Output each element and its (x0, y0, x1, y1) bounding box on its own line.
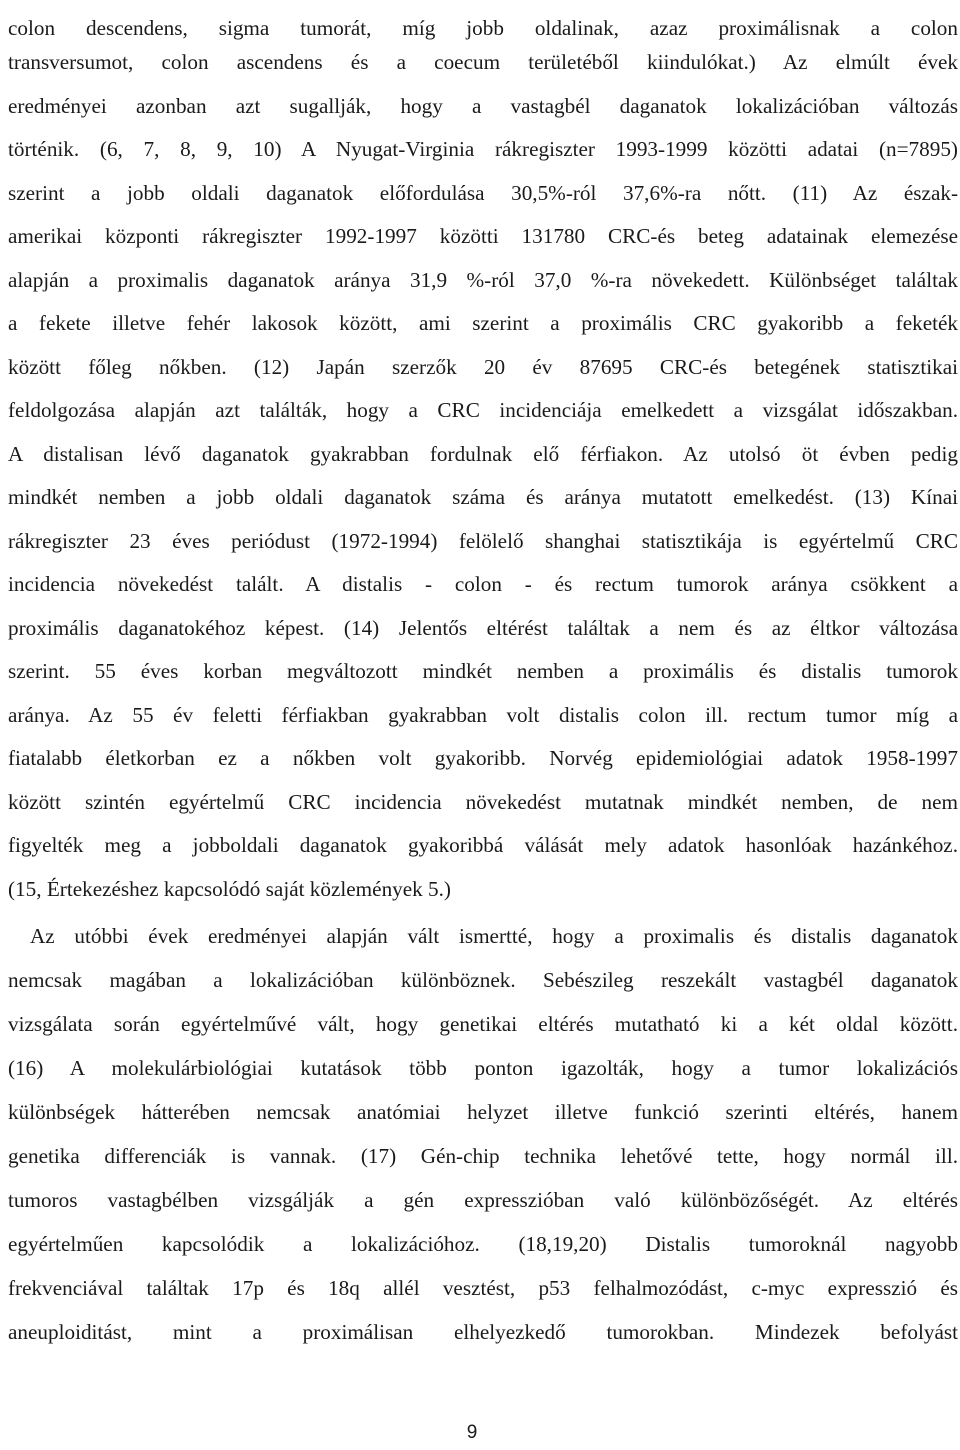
text-line: fiatalabb életkorban ez a nőkben volt gyakoribb. Norvég epidemiológiai adatok 1958-1997 (8, 746, 958, 770)
text-line: vizsgálata során egyértelművé vált, hogy genetikai eltérés mutatható ki a két oldal között. (8, 1012, 958, 1036)
text-line: között főleg nőkben. (12) Japán szerzők 20 év 87695 CRC-és betegének statisztikai (8, 355, 958, 379)
text-line: transversumot, colon ascendens és a coecum területéből kiindulókat.) Az elmúlt évek (8, 50, 958, 74)
text-line: aránya. Az 55 év feletti férfiakban gyakrabban volt distalis colon ill. rectum tumor míg a (8, 703, 958, 727)
text-line: Az utóbbi évek eredményei alapján vált ismertté, hogy a proximalis és distalis daganatok (30, 924, 958, 948)
document-page (8, 0, 958, 1450)
text-line: aneuploiditást, mint a proximálisan elhelyezkedő tumorokban. Mindezek befolyást (8, 1320, 958, 1344)
text-line: (15, Értekezéshez kapcsolódó saját közlemények 5.) (8, 877, 451, 901)
text-line: frekvenciával találtak 17p és 18q allél vesztést, p53 felhalmozódást, c-myc expresszió és (8, 1276, 958, 1300)
text-line: eredményei azonban azt sugallják, hogy a vastagbél daganatok lokalizációban változás (8, 94, 958, 118)
text-line: szerint a jobb oldali daganatok előfordulása 30,5%-ról 37,6%-ra nőtt. (11) Az észak- (8, 181, 958, 205)
text-line: amerikai központi rákregiszter 1992-1997 közötti 131780 CRC-és beteg adatainak elemezése (8, 224, 958, 248)
text-line: rákregiszter 23 éves periódust (1972-1994) felölelő shanghai statisztikája is egyértelmű CRC (8, 529, 958, 553)
text-line: között szintén egyértelmű CRC incidencia növekedést mutatnak mindkét nemben, de nem (8, 790, 958, 814)
text-line: tumoros vastagbélben vizsgálják a gén expresszióban való különbözőségét. Az eltérés (8, 1188, 958, 1212)
text-line: alapján a proximalis daganatok aránya 31,9 %-ról 37,0 %-ra növekedett. Különbséget találtak (8, 268, 958, 292)
text-line: nemcsak magában a lokalizációban különböznek. Sebészileg reszekált vastagbél daganatok (8, 968, 958, 992)
text-line: mindkét nemben a jobb oldali daganatok száma és aránya mutatott emelkedést. (13) Kínai (8, 485, 958, 509)
page-number: 9 (466, 1422, 478, 1443)
text-line: történik. (6, 7, 8, 9, 10) A Nyugat-Virginia rákregiszter 1993-1999 közötti adatai (n=7895) (8, 137, 958, 161)
text-line: a fekete illetve fehér lakosok között, ami szerint a proximális CRC gyakoribb a feketék (8, 311, 958, 335)
text-line: szerint. 55 éves korban megváltozott mindkét nemben a proximális és distalis tumorok (8, 659, 958, 683)
text-line: genetika differenciák is vannak. (17) Gén-chip technika lehetővé tette, hogy normál ill. (8, 1144, 958, 1168)
text-line: (16) A molekulárbiológiai kutatások több ponton igazolták, hogy a tumor lokalizációs (8, 1056, 958, 1080)
text-line: egyértelműen kapcsolódik a lokalizációhoz. (18,19,20) Distalis tumoroknál nagyobb (8, 1232, 958, 1256)
text-line: A distalisan lévő daganatok gyakrabban fordulnak elő férfiakon. Az utolsó öt évben pedig (8, 442, 958, 466)
text-line: különbségek hátterében nemcsak anatómiai helyzet illetve funkció szerinti eltérés, hanem (8, 1100, 958, 1124)
text-line: figyelték meg a jobboldali daganatok gyakoribbá válását mely adatok hasonlóak hazánkéhoz. (8, 833, 958, 857)
text-line: incidencia növekedést talált. A distalis - colon - és rectum tumorok aránya csökkent a (8, 572, 958, 596)
text-line: feldolgozása alapján azt találták, hogy a CRC incidenciája emelkedett a vizsgálat időszakban. (8, 398, 958, 422)
text-line: proximális daganatokéhoz képest. (14) Jelentős eltérést találtak a nem és az éltkor változása (8, 616, 958, 640)
text-line: colon descendens, sigma tumorát, míg jobb oldalinak, azaz proximálisnak a colon (8, 16, 958, 40)
